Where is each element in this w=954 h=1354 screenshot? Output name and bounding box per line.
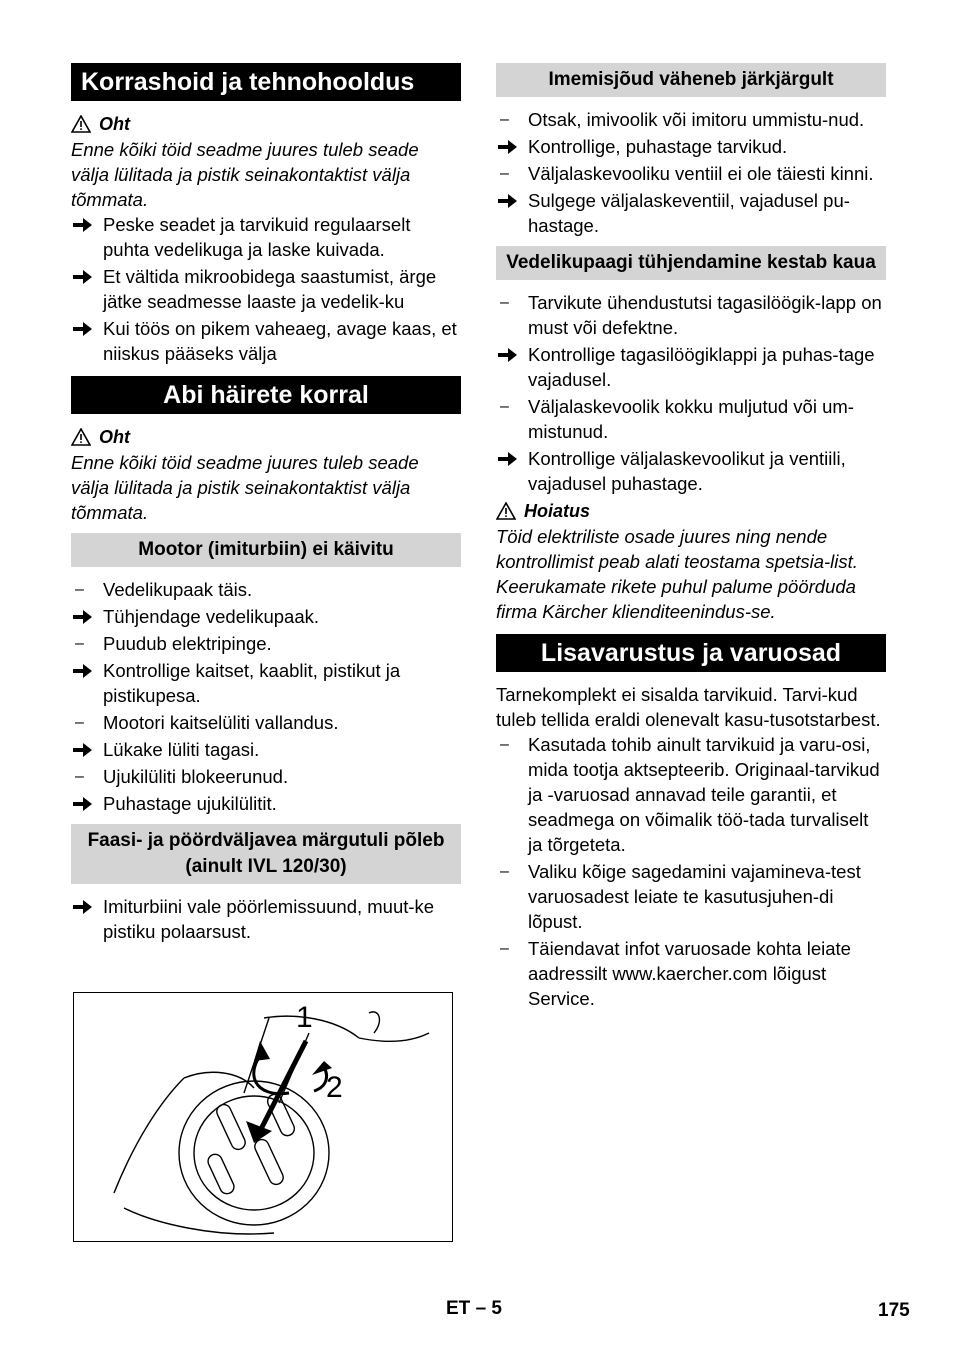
list-item-text: Puhastage ujukilülitit. [103,793,277,814]
list-item [71,764,461,789]
list-item [496,342,886,392]
subheading-phase-lamp: Faasi- ja pöördväljavea märgutuli põleb (ainult IVL 120/30) [71,824,461,884]
phase-list [71,894,461,944]
list-item [496,859,886,934]
arrow-bullet-icon [498,188,522,215]
arrow-bullet-icon [73,737,97,764]
list-item-text: Peske seadet ja tarvikuid regulaarselt puhta vedelikuga ja laske kuivada. [103,214,411,260]
list-item-text: Täiendavat infot varuosade kohta leiate aadressilt www.kaercher.com lõigust Service. [528,938,851,1009]
list-item [71,577,461,602]
section-heading-troubleshooting: Abi häirete korral [71,376,461,414]
list-item [496,394,886,444]
right-column [496,63,886,1013]
list-item [496,134,886,159]
list-item-text: Otsak, imivoolik või imitoru ummistu-nud. [528,109,865,130]
arrow-bullet-icon [73,791,97,818]
maintenance-list [71,212,461,366]
list-item [71,212,461,262]
dash-bullet-icon: – [500,111,509,128]
arrow-bullet-icon [73,658,97,685]
caution-text: Töid elektriliste osade juures ning nende kontrollimist peab alati teostama spetsia-list. Keerukamate rikete puhul palume pöörduda firma Kärcher klienditeenindus-se. [496,526,858,622]
arrow-bullet-icon [73,316,97,343]
list-item [496,732,886,857]
dash-bullet-icon: – [500,398,509,415]
motor-list [71,577,461,816]
list-item [71,316,461,366]
list-item [496,290,886,340]
section-heading-accessories: Lisavarustus ja varuosad [496,634,886,672]
footer-locale: ET – 5 [446,1298,502,1319]
dash-bullet-icon: – [75,768,84,785]
list-item-text: Tühjendage vedelikupaak. [103,606,319,627]
arrow-bullet-icon [498,342,522,369]
list-item-text: Kui töös on pikem vaheaeg, avage kaas, et niiskus pääseks välja [103,318,457,364]
subheading-drain: Vedelikupaagi tühjendamine kestab kaua [496,246,886,280]
warning-triangle-icon [71,428,91,446]
list-item-text: Ujukilüliti blokeerunud. [103,766,289,787]
list-item-text: Kasutada tohib ainult tarvikuid ja varu-osi, mida tootja aktsepteerib. Originaal-tarvikud ja -varuosad annavad teile garantii, et seadmega on võimalik töö-tada turvaliselt ja tõrgeteta. [528,734,880,855]
figure-label-1: 1 [296,1001,313,1034]
plug-illustration [73,992,453,1242]
dash-bullet-icon: – [500,736,509,753]
caution-label: Hoiatus [496,498,886,524]
list-item [496,107,886,132]
arrow-bullet-icon [498,446,522,473]
list-item [71,710,461,735]
subheading-suction: Imemisjõud väheneb järkjärgult [496,63,886,97]
dash-bullet-icon: – [500,940,509,957]
warning-text: Enne kõiki töid seadme juures tuleb seade välja lülitada ja pistik seinakontaktist välja tõmmata. [71,452,419,523]
list-item [496,446,886,496]
accessories-list [496,732,886,1011]
dash-bullet-icon: – [75,714,84,731]
drain-list [496,290,886,496]
arrow-bullet-icon [73,212,97,239]
arrow-bullet-icon [73,604,97,631]
list-item [71,737,461,762]
warning-text: Enne kõiki töid seadme juures tuleb seade välja lülitada ja pistik seinakontaktist välja tõmmata. [71,139,419,210]
list-item-text: Mootori kaitselüliti vallandus. [103,712,339,733]
list-item-text: Kontrollige kaitset, kaablit, pistikut ja pistikupesa. [103,660,401,706]
list-item-text: Vedelikupaak täis. [103,579,253,600]
list-item [71,631,461,656]
list-item [71,894,461,944]
list-item-text: Tarvikute ühendustutsi tagasilöögik-lapp on must või defektne. [528,292,882,338]
list-item-text: Imiturbiini vale pöörlemissuund, muut-ke pistiku polaarsust. [103,896,435,942]
list-item [496,936,886,1011]
list-item [496,161,886,186]
list-item [71,264,461,314]
list-item-text: Kontrollige tagasilöögiklappi ja puhas-tage vajadusel. [528,344,875,390]
warning-label: Oht [71,424,461,450]
dash-bullet-icon: – [500,294,509,311]
arrow-bullet-icon [498,134,522,161]
list-item-text: Kontrollige, puhastage tarvikud. [528,136,788,157]
warning-label: Oht [71,111,461,137]
list-item [496,188,886,238]
subheading-motor: Mootor (imiturbiin) ei käivitu [71,533,461,567]
warning-triangle-icon [71,115,91,133]
list-item-text: Väljalaskevoolik kokku muljutud või um-mistunud. [528,396,854,442]
dash-bullet-icon: – [75,581,84,598]
dash-bullet-icon: – [500,863,509,880]
list-item [71,658,461,708]
warning-triangle-icon [496,502,516,520]
suction-list [496,107,886,238]
list-item-text: Et vältida mikroobidega saastumist, ärge jätke seadmesse laaste ja vedelik-ku [103,266,437,312]
list-item [71,791,461,816]
dash-bullet-icon: – [75,635,84,652]
list-item-text: Puudub elektripinge. [103,633,272,654]
arrow-bullet-icon [73,264,97,291]
list-item-text: Sulgege väljalaskeventiil, vajadusel pu-hastage. [528,190,850,236]
list-item-text: Lükake lüliti tagasi. [103,739,260,760]
dash-bullet-icon: – [500,165,509,182]
list-item-text: Väljalaskevooliku ventiil ei ole täiesti kinni. [528,163,874,184]
left-column [71,63,461,946]
list-item [71,604,461,629]
plug-drawing [74,993,453,1242]
accessories-intro: Tarnekomplekt ei sisalda tarvikuid. Tarvi-kud tuleb tellida eraldi olenevalt kasu-tusotstarbest. [496,684,881,730]
page-number: 175 [878,1300,910,1321]
list-item-text: Valiku kõige sagedamini vajamineva-test varuosadest leiate te kasutusjuhen-di lõpust. [528,861,861,932]
arrow-bullet-icon [73,894,97,921]
figure-label-2: 2 [326,1071,343,1104]
list-item-text: Kontrollige väljalaskevoolikut ja ventiili, vajadusel puhastage. [528,448,846,494]
section-heading-maintenance: Korrashoid ja tehnohooldus [71,63,461,101]
